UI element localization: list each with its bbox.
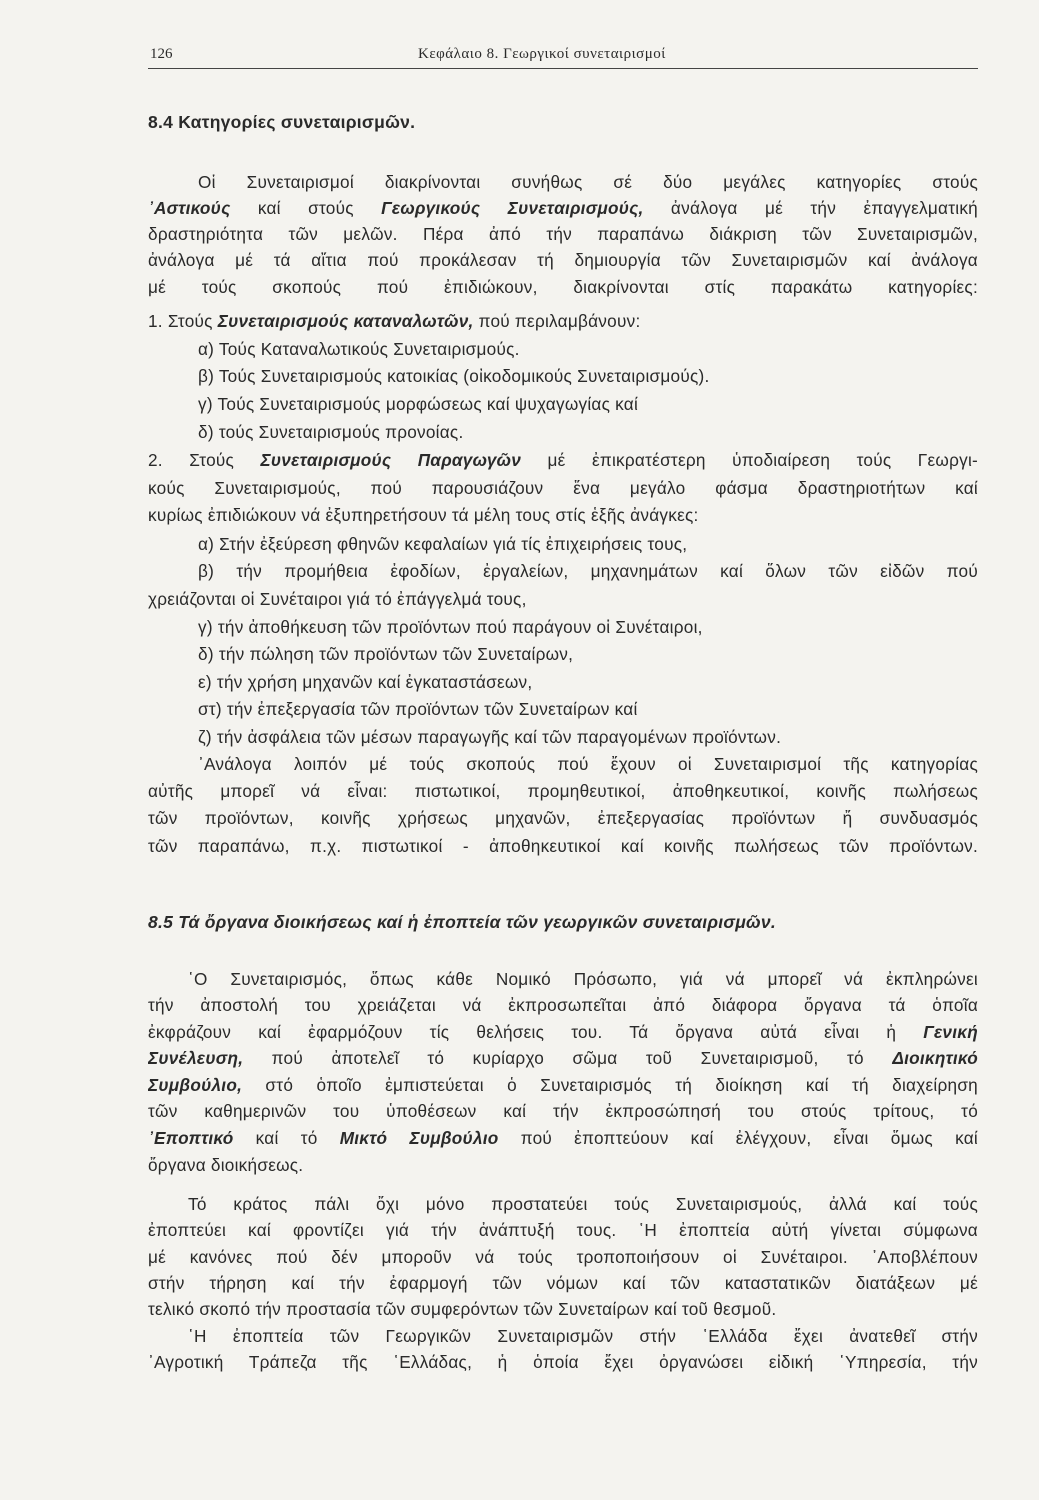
section-heading-8-5: 8.5 Τά ὄργανα διοικήσεως καί ἡ ἐποπτεία τῶν γεωργικῶν συνεταιρισμῶν. [148,912,776,932]
paragraph-line: Συνέλευση, πού ἀποτελεῖ τό κυρίαρχο σῶμα τοῦ Συνεταιρισμοῦ, τό Διοικητικό [148,1048,978,1068]
list-subitem: ζ) τήν ἀσφάλεια τῶν μέσων παραγωγῆς καί τῶν παραγομένων προϊόντων. [198,727,782,747]
paragraph-line: τελικό σκοπό τήν προστασία τῶν συμφερόντων τῶν Συνεταίρων καί τοῦ θεσμοῦ. [148,1299,777,1319]
paragraph-line: χρειάζονται οἱ Συνέταιροι γιά τό ἐπάγγελμά τους, [148,589,527,609]
list-subitem: γ) τήν ἀποθήκευση τῶν προϊόντων πού παράγουν οἱ Συνέταιροι, [198,617,703,637]
paragraph-line: Οἱ Συνεταιρισμοί διακρίνονται συνήθως σέ δύο μεγάλες κατηγορίες στούς [198,172,978,192]
section-heading-8-4: 8.4 Κατηγορίες συνεταιρισμῶν. [148,112,416,132]
running-header [148,42,978,69]
paragraph-line: στήν τήρηση καί τήν ἐφαρμογή τῶν νόμων καί τῶν καταστατικῶν διατάξεων μέ [148,1273,978,1293]
list-subitem: ε) τήν χρήση μηχανῶν καί ἐγκαταστάσεων, [198,672,533,692]
emphasis-text: Συνεταιρισμούς Παραγωγῶν [260,450,522,470]
emphasis-text: Συμβούλιο, [148,1075,243,1095]
paragraph-line: ᾽Ανάλογα λοιπόν μέ τούς σκοπούς πού ἔχουν οἱ Συνεταιρισμοί τῆς κατηγορίας [198,754,978,774]
paragraph-line: δραστηριότητα τῶν μελῶν. Πέρα ἀπό τήν παραπάνω διάκριση τῶν Συνεταιρισμῶν, [148,224,978,244]
paragraph-line: ῾Η ἐποπτεία τῶν Γεωργικῶν Συνεταιρισμῶν στήν ῾Ελλάδα ἔχει ἀνατεθεῖ στήν [188,1326,978,1346]
paragraph-line: κούς Συνεταιρισμούς, πού παρουσιάζουν ἕνα μεγάλο φάσμα δραστηριοτήτων καί [148,478,978,498]
emphasis-text: Μικτό Συμβούλιο [339,1128,499,1148]
emphasis-text: Συνέλευση, [148,1048,244,1068]
list-subitem: α) Στήν ἐξεύρεση φθηνῶν κεφαλαίων γιά τίς ἐπιχειρήσεις τους, [198,534,688,554]
paragraph-line: μέ τούς σκοπούς πού ἐπιδιώκουν, διακρίνονται στίς παρακάτω κατηγορίες: [148,277,978,297]
chapter-title: Κεφάλαιο 8. Γεωργικοί συνεταιρισμοί [418,46,666,62]
paragraph-line: ᾽Αγροτική Τράπεζα τῆς ῾Ελλάδας, ἡ ὁποία ἔχει ὀργανώσει εἰδική ῾Υπηρεσία, τήν [148,1352,978,1372]
emphasis-text: ᾽Εποπτικό [148,1128,234,1148]
paragraph-line: ᾽Εποπτικό καί τό Μικτό Συμβούλιο πού ἐποπτεύουν καί ἐλέγχουν, εἶναι ὅμως καί [148,1128,978,1148]
paragraph-line: μέ κανόνες πού δέν μποροῦν νά τούς τροποποιήσουν οἱ Συνέταιροι. ᾽Αποβλέπουν [148,1247,978,1267]
paragraph-line: κυρίως ἐπιδιώκουν νά ἐξυπηρετήσουν τά μέλη τους στίς ἑξῆς ἀνάγκες: [148,505,699,525]
emphasis-text: Συνεταιρισμούς καταναλωτῶν, [217,311,474,331]
paragraph-line: τῶν προϊόντων, κοινῆς χρήσεως μηχανῶν, ἐπεξεργασίας προϊόντων ἤ συνδυασμός [148,808,978,828]
list-subitem: δ) τούς Συνεταιρισμούς προνοίας. [198,422,464,442]
list-subitem: α) Τούς Καταναλωτικούς Συνεταιρισμούς. [198,339,520,359]
paragraph-line: τῶν καθημερινῶν του ὑποθέσεων καί τήν ἐκπροσώπησή του στούς τρίτους, τό [148,1101,978,1121]
paragraph-line: ὄργανα διοικήσεως. [148,1155,304,1175]
paragraph-line: ἐποπτεύει καί φροντίζει γιά τήν ἀνάπτυξή τους. ῾Η ἐποπτεία αὐτή γίνεται σύμφωνα [148,1220,978,1240]
emphasis-text: Γενική [923,1022,978,1042]
list-item: 2. Στούς Συνεταιρισμούς Παραγωγῶν μέ ἐπικρατέστερη ὑποδιαίρεση τούς Γεωργι- [148,450,978,470]
paragraph-line: Τό κράτος πάλι ὄχι μόνο προστατεύει τούς Συνεταιρισμούς, ἀλλά καί τούς [188,1194,978,1214]
paragraph-line: τήν ἀποστολή του χρειάζεται νά ἐκπροσωπεῖται ἀπό διάφορα ὄργανα τά ὁποῖα [148,995,978,1015]
list-subitem: β) Τούς Συνεταιρισμούς κατοικίας (οἰκοδομικούς Συνεταιρισμούς). [198,366,710,386]
list-subitem: γ) Τούς Συνεταιρισμούς μορφώσεως καί ψυχαγωγίας καί [198,394,639,414]
paragraph-line: ᾽Αστικούς καί στούς Γεωργικούς Συνεταιρισμούς, ἀνάλογα μέ τήν ἐπαγγελματική [148,198,978,218]
list-subitem: δ) τήν πώληση τῶν προϊόντων τῶν Συνεταίρων, [198,644,574,664]
paragraph-line: τῶν παραπάνω, π.χ. πιστωτικοί - ἀποθηκευτικοί καί κοινῆς πωλήσεως τῶν προϊόντων. [148,836,978,856]
list-item: 1. Στούς Συνεταιρισμούς καταναλωτῶν, πού περιλαμβάνουν: [148,311,641,331]
emphasis-text: Διοικητικό [892,1048,978,1068]
list-subitem: β) τήν προμήθεια ἐφοδίων, ἐργαλείων, μηχανημάτων καί ὅλων τῶν εἰδῶν πού [198,561,978,581]
paragraph-line: αὐτῆς μπορεῖ νά εἶναι: πιστωτικοί, προμηθευτικοί, ἀποθηκευτικοί, κοινῆς πωλήσεως [148,781,978,801]
list-subitem: στ) τήν ἐπεξεργασία τῶν προϊόντων τῶν Συνεταίρων καί [198,699,638,719]
page-number: 126 [150,46,173,62]
paragraph-line: ἐκφράζουν καί ἐφαρμόζουν τίς θελήσεις του. Τά ὄργανα αὐτά εἶναι ἡ Γενική [148,1022,978,1042]
paragraph-line: ῾Ο Συνεταιρισμός, ὅπως κάθε Νομικό Πρόσωπο, γιά νά μπορεῖ νά ἐκπληρώνει [188,969,978,989]
emphasis-text: Γεωργικούς Συνεταιρισμούς, [381,198,644,218]
paragraph-line: ἀνάλογα μέ τά αἴτια πού προκάλεσαν τή δημιουργία τῶν Συνεταιρισμῶν καί ἀνάλογα [148,250,978,270]
paragraph-line: Συμβούλιο, στό ὁποῖο ἐμπιστεύεται ὁ Συνεταιρισμός τή διοίκηση καί τή διαχείρηση [148,1075,978,1095]
emphasis-text: ᾽Αστικούς [148,198,231,218]
